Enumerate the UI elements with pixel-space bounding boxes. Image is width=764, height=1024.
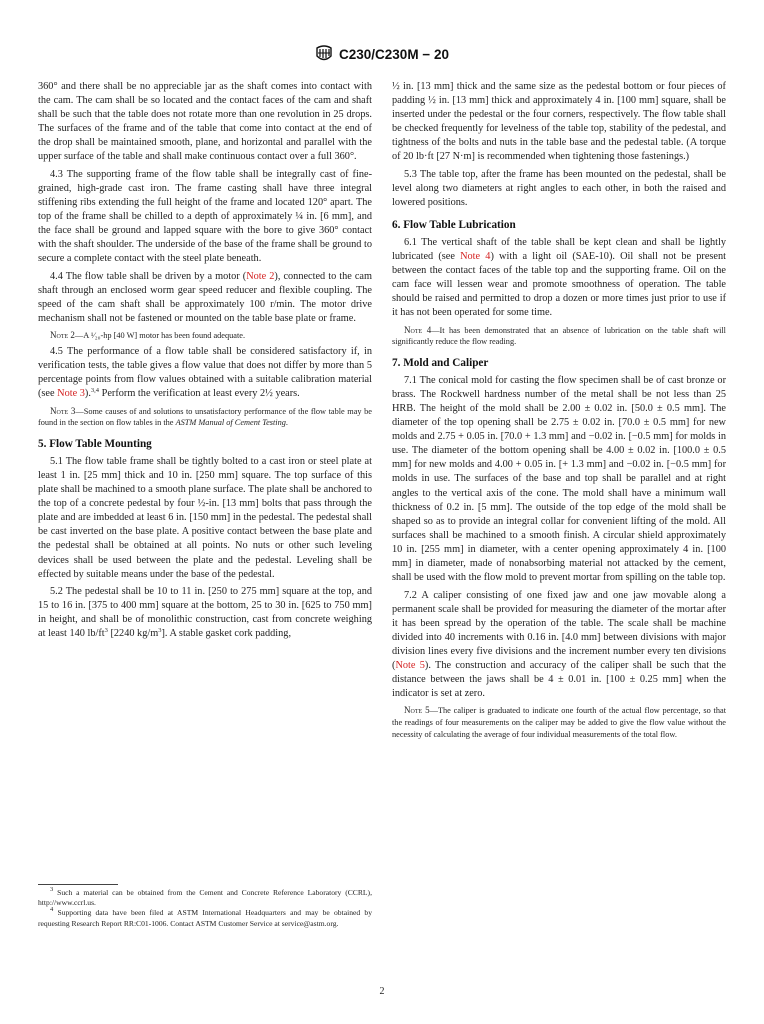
- section-heading-6: 6. Flow Table Lubrication: [392, 218, 516, 231]
- footnote-3: $^3$ Such a material can be obtained from the Cement and Concrete Reference Laboratory (CCRL), http://www.ccrl.us.: [38, 886, 372, 908]
- footnote-divider: [38, 884, 118, 885]
- paragraph-7-2: 7.2 A caliper consisting of one fixed jaw and one jaw movable along a permanent scale shall be provided for measuring the diameter of the mortar after it has been spread by the operation of the table. The scale shall be machine divided into 40 increments with 0.16 in. [4.0 mm] between divisions with major division lines every five divisions and the increment number every ten divisions (Note 5). The construction and accuracy of the caliper shall be such that the distance between the jaws shall be 4 ± 0.01 in. [100 ± 0.25 mm] when the indicator is set at zero.: [392, 589, 726, 700]
- paragraph-4-3: 4.3 The supporting frame of the flow table shall be integrally cast of fine-grained, high-grade cast iron. The frame casting shall have three integral stiffening ribs extending the full height of the frame and located 120° apart. The top of the frame shall be chilled to a depth of approximately ¼ in. [6 mm], and the face shall be ground and lapped square with the bore to give 360° contact with the shaft shoulder. The underside of the base of the frame shall be ground to secure a complete contact with the steel plate beneath.: [38, 168, 372, 265]
- note-5-link[interactable]: Note 5: [395, 660, 425, 672]
- note-4: Note 4—It has been demonstrated that an absence of lubrication on the table shaft will significantly reduce the flow reading.: [392, 324, 726, 347]
- paragraph-continued: 360° and there shall be no appreciable jar as the shaft comes into contact with the cam. The cam shall be so located and the contact faces of the cam and shaft shall be such that the table does not rotate more than one revolution in 25 drops. The surfaces of the frame and of the table that come into contact at the end of the drop shall be maintained smooth, plane, and horizontal and parallel with the upper surface of the table and shall make continuous contact over a full 360°.: [38, 80, 372, 162]
- note-5: Note 5—The caliper is graduated to indicate one fourth of the actual flow percentage, so that the readings of four measurements on the caliper may be added to give the flow value without the necessity of calculating the average of four individual measurements of the total flow.: [392, 705, 726, 739]
- document-title: C230/C230M − 20: [339, 46, 449, 62]
- note-2: Note 2—A ¹⁄₂₀-hp [40 W] motor has been found adequate.: [50, 330, 246, 341]
- left-column: [38, 76, 372, 642]
- paragraph-5-2: 5.2 The pedestal shall be 10 to 11 in. [250 to 275 mm] square at the top, and 15 to 16 in. [375 to 400 mm] square at the bottom, 25 to 30 in. [625 to 750 mm] in height, and shall be of monolithic construction, cast from concrete weighing at least 140 $lb/ft^3$ [2240 $kg/m^3$]. A stable gasket cork padding,: [38, 586, 372, 640]
- paragraph-5-1: 5.1 The flow table frame shall be tightly bolted to a cast iron or steel plate at least 1 in. [25 mm] thick and 10 in. [250 mm] square. The top surface of this plate shall be machined to a smooth plane surface. The plate shall be anchored to the top of a concrete pedestal by four ½-in. [13 mm] bolts that pass through the plate and are imbedded at least 6 in. [150 mm] in the pedestal. The pedestal shall be cast inverted on the base plate. A positive contact between the base plate and the pedestal shall be obtained at all points. No nuts or other such leveling devices shall be used between the plate and the pedestal. Leveling shall be effected by suitable means under the base of the pedestal.: [38, 455, 372, 580]
- paragraph-continued-right: ½ in. [13 mm] thick and the same size as the pedestal bottom or four pieces of padding ½ in. [13 mm] thick and approximately 4 in. [100 mm] square, shall be inserted under the pedestal or the four corners, respectively. The flow table shall be checked frequently for levelness of the table top, stability of the pedestal, and tightness of the bolts and nuts in the table base and the pedestal table. (A torque of 20 lb·ft [27 N·m] is recommended when tightening those fastenings.): [392, 80, 726, 162]
- page-header: [0, 44, 764, 64]
- note-4-link[interactable]: Note 4: [460, 251, 491, 263]
- section-heading-7: 7. Mold and Caliper: [392, 356, 489, 369]
- page-number: 2: [379, 986, 385, 997]
- paragraph-6-1: 6.1 The vertical shaft of the table shall be kept clean and shall be lightly lubricated (see Note 4) with a light oil (SAE-10). Oil shall not be present between the contact faces of the table top and the supporting frame. Oil on the cam face will lessen wear and promote smoothness of operation. The table should be raised and permitted to drop a dozen or more times just prior to use if it has not been operated for some time.: [392, 236, 726, 319]
- footnotes: [38, 888, 372, 929]
- footnote-ref[interactable]: 3,4: [90, 387, 100, 395]
- right-column: [392, 76, 726, 740]
- paragraph-7-1: 7.1 The conical mold for casting the flow specimen shall be of cast bronze or brass. The Rockwell hardness number of the metal shall be not less than 25 HRB. The height of the mold shall be 2.00 ± 0.02 in. [50.0 ± 0.5 mm]. The diameter of the top opening shall be 2.75 ± 0.02 in. [70.0 ± 0.5 mm] for new molds and 2.75 + 0.05 in. [70.0 + 1.3 mm] and −0.02 in. [−0.5 mm] for molds in use. The diameter of the bottom opening shall be 4.00 ± 0.02 in. [100.0 ± 0.5 mm] for new molds and 4.00 + 0.05 in. [+ 1.3 mm] and −0.02 in. [−0.5 mm] for molds in use. The surfaces of the base and top shall be parallel and at right angles to the vertical axis of the cone. The mold shall have a minimum wall thickness of 0.2 in. [5 mm]. The outside of the top edge of the mold shall be shaped so as to provide an integral collar for convenient lifting of the mold. All surfaces shall be machined to a smooth finish. A circular shield approximately 10 in. [255 mm] in diameter, with a center opening approximately 4 in. [100 mm] in diameter, made of nonabsorbing material not attacked by the cement, shall be used with the flow mold to prevent mortar from spilling on the table top.: [392, 374, 726, 584]
- paragraph-4-4: 4.4 The flow table shall be driven by a motor (Note 2), connected to the cam shaft through an enclosed worm gear speed reducer and flexible coupling. The speed of the cam shaft shall be approximately 100 r/min. The motor drive mechanism shall not be fastened or mounted on the table base plate or frame.: [38, 270, 373, 324]
- astm-logo-icon: [315, 44, 333, 64]
- footnote-4: $^4$ Supporting data have been filed at ASTM International Headquarters and may be obtained by requesting Research Report RR:C01-1006. Contact ASTM Customer Service at service@astm.org.: [38, 906, 372, 928]
- section-heading-5: 5. Flow Table Mounting: [38, 437, 152, 450]
- paragraph-5-3: 5.3 The table top, after the frame has been mounted on the pedestal, shall be level along two diameters at right angles to each other, in both the raised and lowered positions.: [392, 168, 726, 208]
- note-3: Note 3—Some causes of and solutions to unsatisfactory performance of the flow table may be found in the section on flow tables in the ASTM Manual of Cement Testing.: [38, 405, 372, 428]
- note-2-link[interactable]: Note 2: [246, 270, 275, 282]
- paragraph-4-5: 4.5 The performance of a flow table shall be considered satisfactory if, in verification tests, the table gives a flow value that does not differ by more than 5 percentage points from flow values obtained with a suitable calibration material (see Note 3).$^{3,4}$ Perform the verification at least every 2½ years.: [38, 346, 372, 400]
- note-3-link[interactable]: Note 3: [57, 388, 85, 400]
